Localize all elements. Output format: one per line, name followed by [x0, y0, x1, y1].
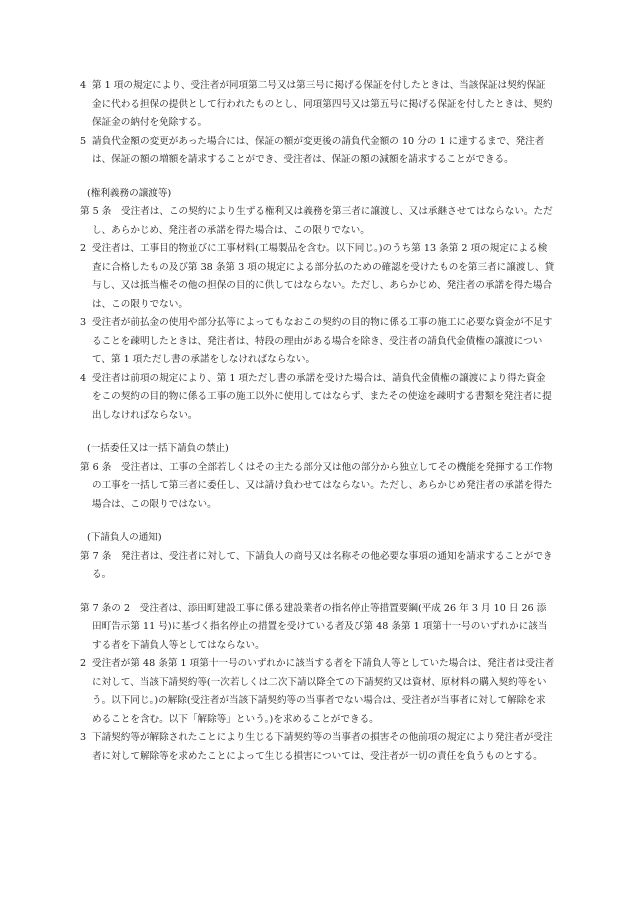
- article-5-main: 第 5 条 受注者は、この契約により生ずる権利又は義務を第三者に譲渡し、又は承継させてはならない。ただし、あらかじめ、発注者の承諾を得た場合は、この限りでない。: [80, 206, 553, 236]
- paragraph-text: 第 1 項の規定により、受注者が同項第二号又は第三号に掲げる保証を付したときは、当該保証は契約保証金に代わる担保の提供として行われたものとし、同項第四号又は第五号に掲げる保証を付したときは、契約保証金の納付を免除する。: [92, 80, 553, 128]
- article-7-2-paragraph-3: [80, 729, 555, 766]
- paragraph-text: 下請契約等が解除されたことにより生じる下請契約等の当事者の損害その他前項の規定により発注者が受注者に対して解除等を求めたことによって生じる損害については、受注者が一切の責任を負うものとする。: [92, 732, 553, 762]
- paragraph-number: 3: [80, 732, 87, 743]
- article-6-heading: (一括委任又は一括下請負の禁止): [87, 443, 229, 454]
- paragraph-text: 受注者は、工事目的物並びに工事材料(工場製品を含む。以下同じ。)のうち第 13 条第 2 項の規定による検査に合格したもの及び第 38 条第 3 項の規定による部分払のための確認を受けたものを第三者に譲渡し、貸与し、又は抵当権その他の担保の目的に供してはならない。ただし、あらかじめ、発注者の承諾を得た場合は、この限りでない。: [92, 243, 555, 310]
- article-5-heading: (権利義務の譲渡等): [87, 187, 172, 199]
- paragraph-4: [80, 77, 555, 133]
- paragraph-number: 4: [80, 372, 87, 384]
- paragraph-text: 受注者は前項の規定により、第 1 項ただし書の承諾を受けた場合は、請負代金債権の譲渡により得た資金をこの契約の目的物に係る工事の施工以外に使用してはならず、またその使途を疎明する書類を発注者に提出しなければならない。: [92, 372, 552, 421]
- article-7-heading: (下請負人の通知): [87, 532, 162, 543]
- paragraph-number: 2: [80, 243, 87, 254]
- paragraph-text: 受注者が前払金の使用や部分払等によってもなおこの契約の目的物に係る工事の施工に必要な資金が不足することを疎明したときは、発注者は、特段の理由がある場合を除き、受注者の請負代金債権の譲渡について、第 1 項ただし書の承諾をしなければならない。: [92, 317, 553, 365]
- article-5-paragraph-4: [80, 370, 555, 426]
- paragraph-number: 3: [80, 317, 87, 328]
- paragraph-number: 4: [80, 80, 87, 91]
- article-7-2-paragraph-2: [80, 655, 555, 729]
- spacer: [80, 514, 555, 529]
- article-5-paragraph-2: [80, 240, 555, 314]
- paragraph-5: [80, 133, 555, 170]
- paragraph-number: 5: [80, 135, 87, 147]
- spacer: [80, 425, 555, 440]
- document-page: [80, 77, 555, 766]
- paragraph-number: 2: [80, 658, 87, 669]
- spacer: [80, 585, 555, 600]
- spacer: [80, 170, 555, 185]
- paragraph-text: 受注者が第 48 条第 1 項第十一号のいずれかに該当する者を下請負人等としていた場合は、発注者は受注者に対して、当該下請契約等(一次若しくは二次下請以降全ての下請契約又は資材、原材料の購入契約等をいう。以下同じ。)の解除(受注者が当該下請契約等の当事者でない場合は、受注者が当事者に対して解除を求めることを含む。以下「解除等」という。)を求めることができる。: [92, 658, 555, 725]
- article-7-2-main: 第 7 条の 2 受注者は、添田町建設工事に係る建設業者の指名停止等措置要綱(平成 26 年 3 月 10 日 26 添田町告示第 11 号)に基づく指名停止の措置を受けている者及び第 48 条第 1 項第十一号のいずれかに該当する者を下請負人等としてはならない。: [80, 602, 548, 651]
- article-6-main: 第 6 条 受注者は、工事の全部若しくはその主たる部分又は他の部分から独立してその機能を発揮する工作物の工事を一括して第三者に委任し、又は請け負わせてはならない。ただし、あらかじめ発注者の承諾を得た場合は、この限りではない。: [80, 461, 553, 510]
- article-7-main: 第 7 条 発注者は、受注者に対して、下請負人の商号又は名称その他必要な事項の通知を請求することができる。: [80, 550, 553, 580]
- paragraph-text: 請負代金額の変更があった場合には、保証の額が変更後の請負代金額の 10 分の 1 に達するまで、発注者は、保証の額の増額を請求することができ、受注者は、保証の額の減額を請求することができる。: [92, 135, 545, 165]
- article-5-paragraph-3: [80, 314, 555, 370]
